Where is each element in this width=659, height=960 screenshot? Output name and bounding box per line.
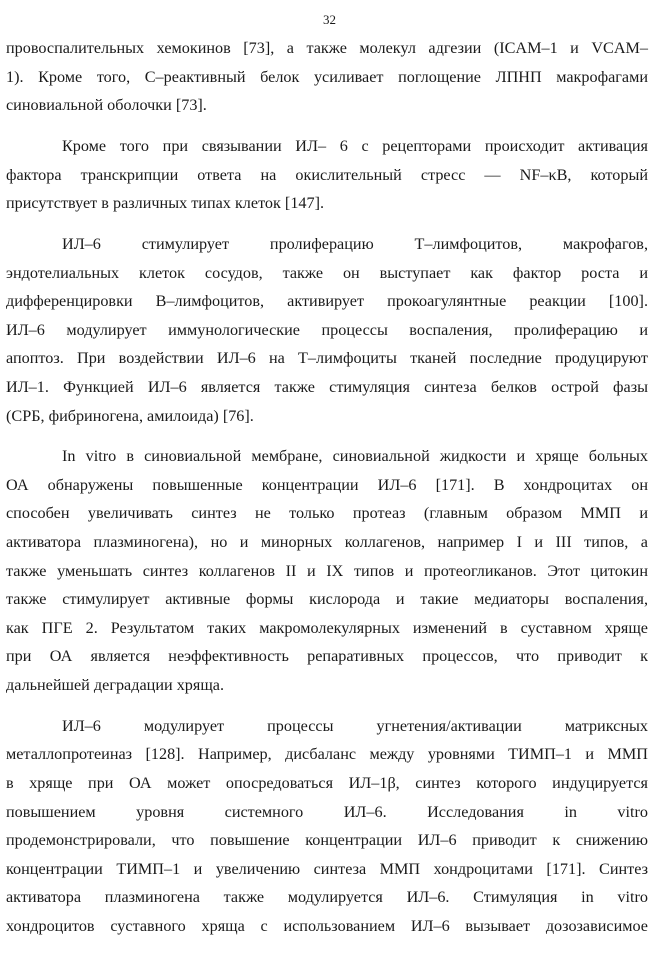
page-number: 32 — [323, 12, 336, 27]
text-line: ОА обнаружены повышенные концентрации ИЛ–6 [171]. В хондроцитах он — [6, 475, 648, 494]
text-line: ИЛ–6 стимулирует пролиферацию Т–лимфоцитов, макрофагов, — [62, 234, 648, 253]
text-line: ИЛ–6 модулирует иммунологические процессы воспаления, пролиферацию и — [6, 320, 648, 339]
text-line: металлопротеиназ [128]. Например, дисбаланс между уровнями ТИМП–1 и ММП — [6, 745, 648, 764]
text-line: активатора плазминогена также модулируется ИЛ–6. Стимуляция in vitro — [6, 888, 648, 907]
text-line: апоптоз. При воздействии ИЛ–6 на Т–лимфоциты тканей последние продуцируют — [6, 349, 648, 368]
text-line: при ОА является неэффективность репаративных процессов, что приводит к — [6, 647, 648, 666]
text-line: 1). Кроме того, С–реактивный белок усиливает поглощение ЛПНП макрофагами — [6, 67, 648, 86]
paragraph — [6, 132, 648, 218]
paragraph — [6, 712, 648, 941]
text-line: синовиальной оболочки [73]. — [6, 96, 207, 115]
paragraph — [6, 34, 648, 120]
text-line: концентрации ТИМП–1 и увеличению синтеза ММП хондроцитами [171]. Синтез — [6, 859, 648, 878]
text-line: In vitro в синовиальной мембране, синовиальной жидкости и хряще больных — [62, 447, 648, 466]
text-line: активатора плазминогена), но и минорных коллагенов, например I и III типов, а — [6, 533, 648, 552]
text-line: также стимулирует активные формы кислорода и такие медиаторы воспаления, — [6, 590, 648, 609]
body-text — [6, 34, 648, 953]
text-line: также уменьшать синтез коллагенов II и IX типов и протеогликанов. Этот цитокин — [6, 561, 648, 580]
text-line: фактора транскрипции ответа на окислительный стресс — NF–κB, который — [6, 165, 648, 184]
text-line: дифференцировки В–лимфоцитов, активирует прокоагулянтные реакции [100]. — [6, 292, 648, 311]
text-line: провоспалительных хемокинов [73], а также молекул адгезии (ICAM–1 и VCAM– — [6, 39, 648, 57]
text-line: повышением уровня системного ИЛ–6. Исследования in vitro — [6, 802, 648, 821]
text-line: (СРБ, фибриногена, амилоида) [76]. — [6, 406, 254, 425]
text-line: дальнейшей деградации хряща. — [6, 676, 225, 695]
paragraph — [6, 230, 648, 430]
paragraph — [6, 442, 648, 699]
text-line: способен увеличивать синтез не только протеаз (главным образом ММП и — [6, 504, 648, 523]
text-line: в хряще при ОА может опосредоваться ИЛ–1β, синтез которого индуцируется — [6, 774, 648, 792]
text-line: присутствует в различных типах клеток [147]. — [6, 194, 325, 213]
text-line: хондроцитов суставного хряща с использованием ИЛ–6 вызывает дозозависимое — [6, 916, 648, 935]
text-line: как ПГЕ 2. Результатом таких макромолекулярных изменений в суставном хряще — [6, 618, 648, 637]
text-line: эндотелиальных клеток сосудов, также он выступает как фактор роста и — [6, 263, 648, 282]
text-line: Кроме того при связывании ИЛ– 6 с рецепторами происходит активация — [62, 136, 648, 155]
text-line: ИЛ–6 модулирует процессы угнетения/активации матриксных — [62, 716, 648, 735]
text-line: продемонстрировали, что повышение концентрации ИЛ–6 приводит к снижению — [6, 831, 648, 850]
text-line: ИЛ–1. Функцией ИЛ–6 является также стимуляция синтеза белков острой фазы — [6, 377, 648, 396]
